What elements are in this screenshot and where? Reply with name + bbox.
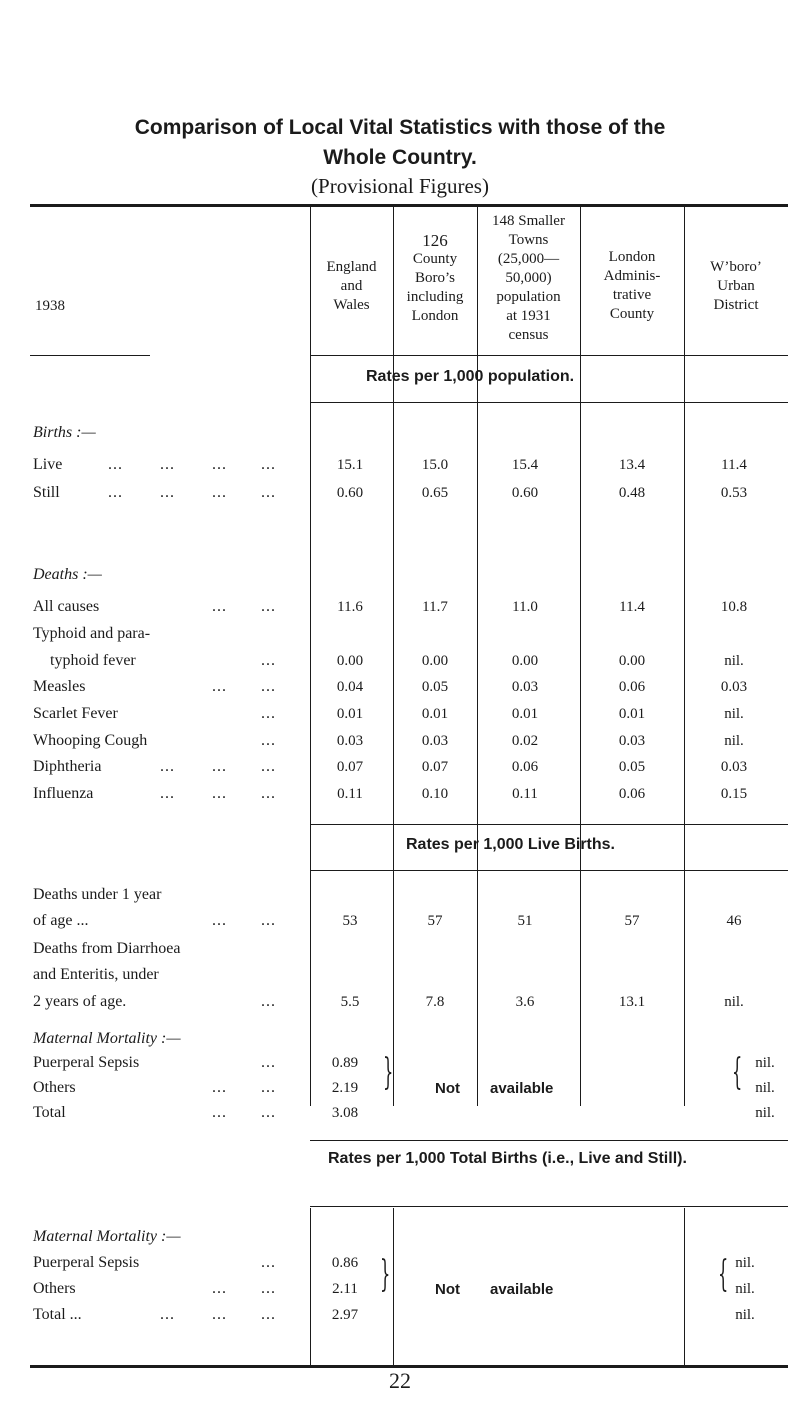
- cell: 57: [624, 913, 640, 929]
- dots: ...: [261, 678, 276, 695]
- dots: ...: [261, 993, 276, 1010]
- maternal-heading-1: Maternal Mortality :—: [33, 1030, 181, 1047]
- cell: nil.: [735, 1281, 755, 1297]
- cell: 0.00: [511, 653, 539, 669]
- cell: 0.01: [421, 706, 449, 722]
- cell: 11.7: [422, 599, 448, 615]
- dots: ...: [212, 1104, 227, 1121]
- dots: ...: [261, 785, 276, 802]
- dots: ...: [261, 652, 276, 669]
- births-still-label: Still: [33, 484, 60, 501]
- cell: nil.: [735, 1307, 755, 1323]
- deaths-typhoid-label-2: typhoid fever: [50, 652, 136, 669]
- dots: ...: [212, 484, 227, 501]
- cell: 11.4: [721, 457, 747, 473]
- cell: 0.60: [511, 485, 539, 501]
- deaths-heading: Deaths :—: [33, 566, 102, 583]
- cell: 0.11: [337, 786, 363, 802]
- band-population: Rates per 1,000 population.: [366, 368, 575, 385]
- dots: ...: [160, 758, 175, 775]
- dots: ...: [212, 785, 227, 802]
- cell: 0.89: [331, 1055, 359, 1071]
- header-rule-left: [30, 355, 150, 356]
- page-number: 22: [389, 1368, 411, 1393]
- dots: ...: [261, 758, 276, 775]
- cell: 3.08: [331, 1105, 359, 1121]
- cell: 11.6: [337, 599, 363, 615]
- cell: 0.01: [511, 706, 539, 722]
- cell: nil.: [755, 1080, 775, 1096]
- dots: ...: [261, 1104, 276, 1121]
- cell: 0.02: [511, 733, 539, 749]
- cell: nil.: [724, 733, 744, 749]
- cell: 0.00: [336, 653, 364, 669]
- col-divider-4: [580, 206, 581, 1106]
- band-rule-1: [310, 402, 788, 403]
- maternal2-total-label: Total ...: [33, 1306, 82, 1323]
- dots: ...: [261, 484, 276, 501]
- deaths-scarlet-label: Scarlet Fever: [33, 705, 118, 722]
- dots: ...: [261, 598, 276, 615]
- under1-label: Deaths under 1 year: [33, 886, 162, 903]
- maternal1-others-label: Others: [33, 1079, 76, 1096]
- cell: 0.48: [618, 485, 646, 501]
- cell: 0.03: [720, 679, 748, 695]
- dots: ...: [261, 1280, 276, 1297]
- cell: 53: [342, 913, 358, 929]
- band-rule-5: [310, 1206, 788, 1207]
- cell: nil.: [755, 1105, 775, 1121]
- header-year: 1938: [35, 298, 65, 314]
- cell: 0.05: [421, 679, 449, 695]
- diarrhoea-label-3: 2 years of age.: [33, 993, 127, 1010]
- maternal1-total-label: Total: [33, 1104, 66, 1121]
- dots: ...: [261, 912, 276, 929]
- maternal2-sepsis-label: Puerperal Sepsis: [33, 1254, 140, 1271]
- cell: nil.: [735, 1255, 755, 1271]
- cell: 2.19: [331, 1080, 359, 1096]
- dots: ...: [261, 1306, 276, 1323]
- cell: 46: [726, 913, 742, 929]
- cell: 51: [517, 913, 533, 929]
- cell: 0.03: [618, 733, 646, 749]
- cell: 10.8: [720, 599, 748, 615]
- cell: 0.00: [421, 653, 449, 669]
- cell: 0.07: [421, 759, 449, 775]
- table-top-rule: [30, 204, 788, 207]
- maternal1-sepsis-label: Puerperal Sepsis: [33, 1054, 140, 1071]
- available-label-2: available: [490, 1281, 554, 1298]
- cell: 2.97: [331, 1307, 359, 1323]
- dots: ...: [212, 758, 227, 775]
- cell: 0.06: [618, 786, 646, 802]
- cell: 0.60: [336, 485, 364, 501]
- cell: 0.03: [720, 759, 748, 775]
- dots: ...: [261, 456, 276, 473]
- cell: 0.86: [331, 1255, 359, 1271]
- col-divider-2b: [393, 1208, 394, 1366]
- deaths-all-causes-label: All causes: [33, 598, 100, 615]
- cell: nil.: [724, 653, 744, 669]
- cell: 0.01: [336, 706, 364, 722]
- cell: 0.10: [421, 786, 449, 802]
- deaths-measles-label: Measles: [33, 678, 86, 695]
- dots: ...: [160, 456, 175, 473]
- births-live-label: Live: [33, 456, 63, 473]
- dots: ...: [160, 1306, 175, 1323]
- left-brace-1: {: [732, 1052, 743, 1093]
- header-smaller-towns: 148 Smaller Towns (25,000— 50,000) population at 1931 census: [492, 213, 565, 343]
- page-title-line2: Whole Country.: [323, 146, 477, 169]
- cell: 3.6: [515, 994, 535, 1010]
- dots: ...: [160, 785, 175, 802]
- cell: 0.15: [720, 786, 748, 802]
- cell: 13.4: [618, 457, 646, 473]
- maternal2-others-label: Others: [33, 1280, 76, 1297]
- deaths-diphtheria-label: Diphtheria: [33, 758, 102, 775]
- band-rule-3: [310, 870, 788, 871]
- cell: nil.: [724, 994, 744, 1010]
- band-total-births: Rates per 1,000 Total Births (i.e., Live and Still).: [328, 1150, 687, 1167]
- dots: ...: [108, 484, 123, 501]
- available-label-1: available: [490, 1080, 554, 1097]
- cell: 11.0: [512, 599, 538, 615]
- header-london: London Adminis- trative County: [603, 249, 661, 322]
- dots: ...: [212, 1079, 227, 1096]
- cell: 7.8: [425, 994, 445, 1010]
- dots: ...: [261, 1054, 276, 1071]
- dots: ...: [212, 598, 227, 615]
- cell: nil.: [755, 1055, 775, 1071]
- cell: 0.07: [336, 759, 364, 775]
- page-subtitle: (Provisional Figures): [311, 174, 489, 198]
- deaths-whooping-label: Whooping Cough: [33, 732, 148, 749]
- cell: 15.4: [511, 457, 539, 473]
- cell: 0.03: [421, 733, 449, 749]
- band-rule-4: [310, 1140, 788, 1141]
- left-brace-2: {: [718, 1254, 729, 1295]
- cell: 15.1: [336, 457, 364, 473]
- cell: 0.11: [512, 786, 538, 802]
- maternal-heading-2: Maternal Mortality :—: [33, 1228, 181, 1245]
- dots: ...: [261, 732, 276, 749]
- diarrhoea-label: Deaths from Diarrhoea: [33, 940, 181, 957]
- dots: ...: [261, 705, 276, 722]
- dots: ...: [212, 912, 227, 929]
- cell: 0.03: [511, 679, 539, 695]
- header-county-boros: 126 County Boro’s including London: [406, 231, 464, 324]
- cell: 0.06: [511, 759, 539, 775]
- cell: 0.00: [618, 653, 646, 669]
- cell: 11.4: [619, 599, 645, 615]
- births-heading: Births :—: [33, 424, 96, 441]
- under1-label-2: of age ...: [33, 912, 89, 929]
- dots: ...: [261, 1079, 276, 1096]
- cell: 0.01: [618, 706, 646, 722]
- cell: 2.11: [332, 1281, 358, 1297]
- cell: 0.65: [421, 485, 449, 501]
- cell: 0.05: [618, 759, 646, 775]
- dots: ...: [212, 1306, 227, 1323]
- dots: ...: [212, 1280, 227, 1297]
- deaths-influenza-label: Influenza: [33, 785, 94, 802]
- band-live-births: Rates per 1,000 Live Births.: [406, 836, 615, 853]
- dots: ...: [212, 678, 227, 695]
- col-divider-5: [684, 206, 685, 1106]
- col-divider-5b: [684, 1208, 685, 1366]
- cell: 0.03: [336, 733, 364, 749]
- dots: ...: [261, 1254, 276, 1271]
- cell: 57: [427, 913, 443, 929]
- not-label-1: Not: [435, 1080, 460, 1097]
- not-label-2: Not: [435, 1281, 460, 1298]
- dots: ...: [160, 484, 175, 501]
- deaths-typhoid-label: Typhoid and para-: [33, 625, 151, 642]
- header-england-wales: England and Wales: [326, 259, 377, 313]
- right-brace-2: }: [380, 1254, 391, 1295]
- cell: nil.: [724, 706, 744, 722]
- band-rule-2: [310, 824, 788, 825]
- header-wboro: W’boro’ Urban District: [710, 259, 762, 313]
- cell: 15.0: [421, 457, 449, 473]
- dots: ...: [108, 456, 123, 473]
- cell: 13.1: [618, 994, 646, 1010]
- dots: ...: [212, 456, 227, 473]
- header-rule: [310, 355, 788, 356]
- cell: 5.5: [340, 994, 360, 1010]
- right-brace-1: }: [383, 1052, 394, 1093]
- page-title: Comparison of Local Vital Statistics with those of the: [134, 116, 666, 139]
- diarrhoea-label-2: and Enteritis, under: [33, 966, 159, 983]
- cell: 0.04: [336, 679, 364, 695]
- cell: 0.06: [618, 679, 646, 695]
- cell: 0.53: [720, 485, 748, 501]
